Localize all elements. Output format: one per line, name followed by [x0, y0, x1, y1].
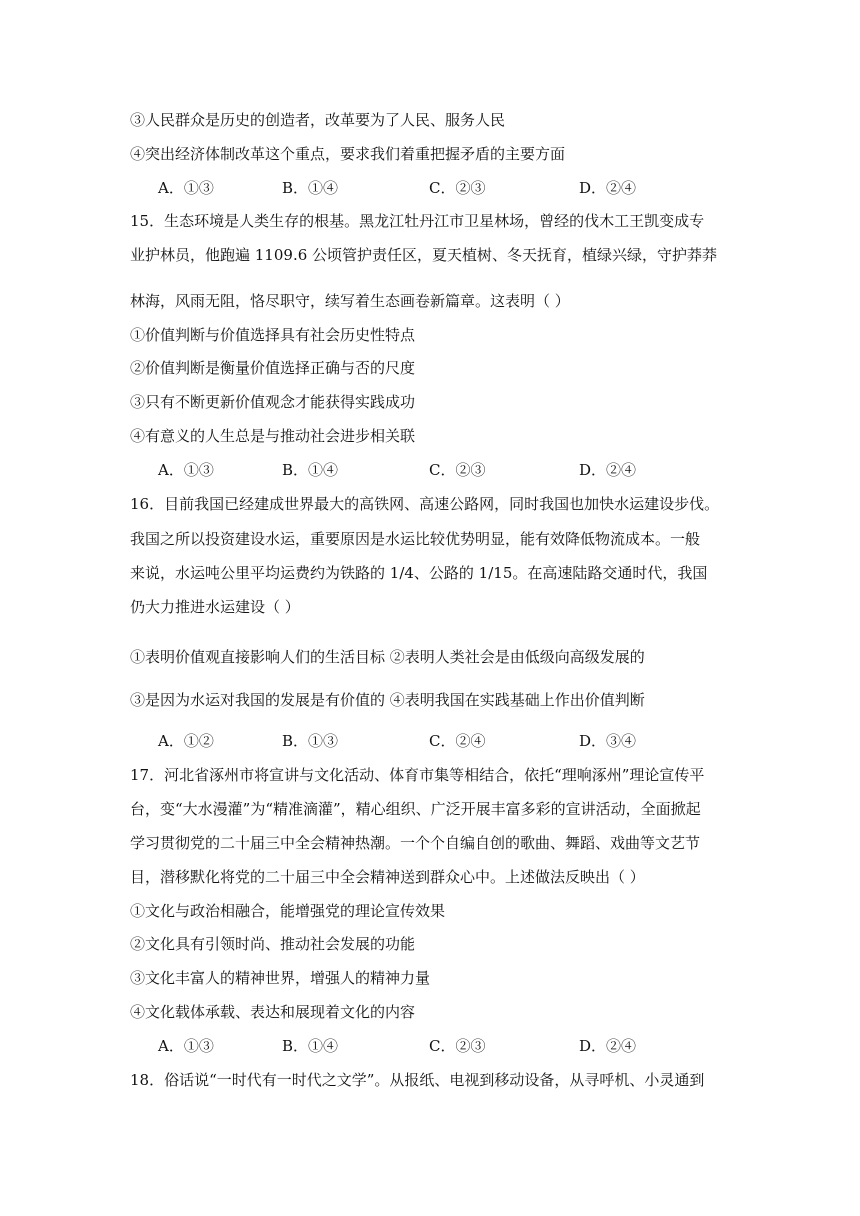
q17-statement-4: ④文化载体承载、表达和展现着文化的内容 — [130, 1003, 416, 1021]
q17-statement-2: ②文化具有引领时尚、推动社会发展的功能 — [130, 935, 416, 953]
q18-stem-line-1: 18．俗话说“一时代有一时代之文学”。从报纸、电视到移动设备，从寻呼机、小灵通到 — [130, 1071, 705, 1089]
q17-option-c: C．②③ — [429, 1037, 486, 1055]
q16-stem-line-2: 我国之所以投资建设水运，重要原因是水运比较优势明显，能有效降低物流成本。一般 — [130, 530, 701, 548]
q15-statement-2: ②价值判断是衡量价值选择正确与否的尺度 — [130, 359, 416, 377]
q16-statements-1-2: ①表明价值观直接影响人们的生活目标 ②表明人类社会是由低级向高级发展的 — [130, 648, 645, 666]
q14-statement-3: ③人民群众是历史的创造者，改革要为了人民、服务人民 — [130, 111, 506, 129]
q14-option-d: D．②④ — [579, 179, 637, 197]
q16-stem-line-1: 16．目前我国已经建成世界最大的高铁网、高速公路网，同时我国也加快水运建设步伐。 — [130, 495, 720, 513]
q15-stem-line-1: 15．生态环境是人类生存的根基。黑龙江牡丹江市卫星林场，曾经的伐木工王凯变成专 — [130, 212, 705, 230]
q15-statement-3: ③只有不断更新价值观念才能获得实践成功 — [130, 393, 416, 411]
q16-stem-line-4: 仍大力推进水运建设（ ） — [130, 598, 300, 616]
q17-stem-line-2: 台，变“大水漫灌”为“精准滴灌”，精心组织、广泛开展丰富多彩的宣讲活动，全面掀起 — [130, 800, 701, 818]
q17-statement-3: ③文化丰富人的精神世界，增强人的精神力量 — [130, 969, 431, 987]
q16-option-a: A．①② — [158, 732, 214, 750]
q15-stem-line-3: 林海，风雨无阻，恪尽职守，续写着生态画卷新篇章。这表明（ ） — [130, 292, 570, 310]
q14-option-c: C．②③ — [429, 179, 486, 197]
q14-statement-4: ④突出经济体制改革这个重点，要求我们着重把握矛盾的主要方面 — [130, 145, 566, 163]
q17-option-d: D．②④ — [579, 1037, 637, 1055]
q15-option-c: C．②③ — [429, 461, 486, 479]
q15-statement-4: ④有意义的人生总是与推动社会进步相关联 — [130, 427, 416, 445]
q15-option-d: D．②④ — [579, 461, 637, 479]
q17-stem-line-3: 学习贯彻党的二十届三中全会精神热潮。一个个自编自创的歌曲、舞蹈、戏曲等文艺节 — [130, 834, 701, 852]
q17-stem-line-4: 目，潜移默化将党的二十届三中全会精神送到群众心中。上述做法反映出（ ） — [130, 868, 645, 886]
q16-stem-line-3: 来说，水运吨公里平均运费约为铁路的 1/4、公路的 1/15。在高速陆路交通时代，我国 — [130, 564, 708, 582]
q15-stem-line-2: 业护林员，他跑遍 1109.6 公顷管护责任区，夏天植树、冬天抚育，植绿兴绿，守护莽莽 — [130, 246, 718, 264]
q16-option-c: C．②④ — [429, 732, 486, 750]
q17-stem-line-1: 17．河北省涿州市将宣讲与文化活动、体育市集等相结合，依托“理响涿州”理论宣传平 — [130, 766, 705, 784]
q15-option-a: A．①③ — [158, 461, 214, 479]
q17-option-b: B．①④ — [282, 1037, 339, 1055]
q17-option-a: A．①③ — [158, 1037, 214, 1055]
q16-option-d: D．③④ — [579, 732, 637, 750]
q15-option-b: B．①④ — [282, 461, 339, 479]
q14-option-b: B．①④ — [282, 179, 339, 197]
q17-statement-1: ①文化与政治相融合，能增强党的理论宣传效果 — [130, 902, 446, 920]
q14-option-a: A．①③ — [158, 179, 214, 197]
q15-statement-1: ①价值判断与价值选择具有社会历史性特点 — [130, 326, 416, 344]
q16-statements-3-4: ③是因为水运对我国的发展是有价值的 ④表明我国在实践基础上作出价值判断 — [130, 691, 645, 709]
q16-option-b: B．①③ — [282, 732, 339, 750]
